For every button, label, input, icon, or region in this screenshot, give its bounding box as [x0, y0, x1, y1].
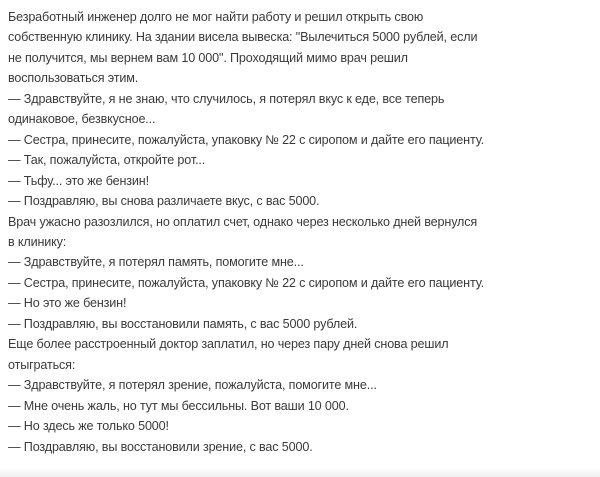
text-line: в клинику: [8, 234, 67, 249]
text-line: — Здравствуйте, я потерял память, помогите мне... [8, 255, 304, 270]
text-line: — Поздравляю, вы снова различаете вкус, с вас 5000. [8, 194, 320, 209]
text-line: — Поздравляю, вы восстановили зрение, с вас 5000. [8, 439, 313, 454]
text-line: Врач ужасно разозлился, но оплатил счет, однако через несколько дней вернулся [8, 214, 478, 229]
text-line: — Здравствуйте, я потерял зрение, пожалуйста, помогите мне... [8, 378, 377, 393]
text-line: — Так, пожалуйста, откройте рот... [8, 153, 206, 168]
text-line: — Но это же бензин! [8, 296, 127, 311]
text-line: Еще более расстроенный доктор заплатил, но через пару дней снова решил [8, 337, 449, 352]
text-line: не получится, мы вернем вам 10 000". Проходящий мимо врач решил [8, 50, 408, 65]
text-line: отыграться: [8, 357, 76, 372]
text-line: — Тьфу... это же бензин! [8, 173, 149, 188]
text-line: одинаковое, безвкусное... [8, 112, 156, 127]
text-line: воспользоваться этим. [8, 71, 139, 86]
text-line: — Но здесь же только 5000! [8, 419, 169, 434]
post-text [8, 7, 588, 457]
bottom-edge-shadow [0, 467, 600, 477]
text-line: Безработный инженер долго не мог найти работу и решил открыть свою [8, 10, 424, 24]
text-line: — Сестра, принесите, пожалуйста, упаковку № 22 с сиропом и дайте его пациенту. [8, 132, 484, 147]
text-line: — Поздравляю, вы восстановили память, с вас 5000 рублей. [8, 316, 358, 331]
text-line: собственную клинику. На здании висела вывеска: "Вылечиться 5000 рублей, если [8, 30, 478, 45]
text-line: — Здравствуйте, я не знаю, что случилось, я потерял вкус к еде, все теперь [8, 91, 445, 106]
text-line: — Мне очень жаль, но тут мы бессильны. Вот ваши 10 000. [8, 398, 349, 413]
text-line: — Сестра, принесите, пожалуйста, упаковку № 22 с сиропом и дайте его пациенту. [8, 275, 484, 290]
